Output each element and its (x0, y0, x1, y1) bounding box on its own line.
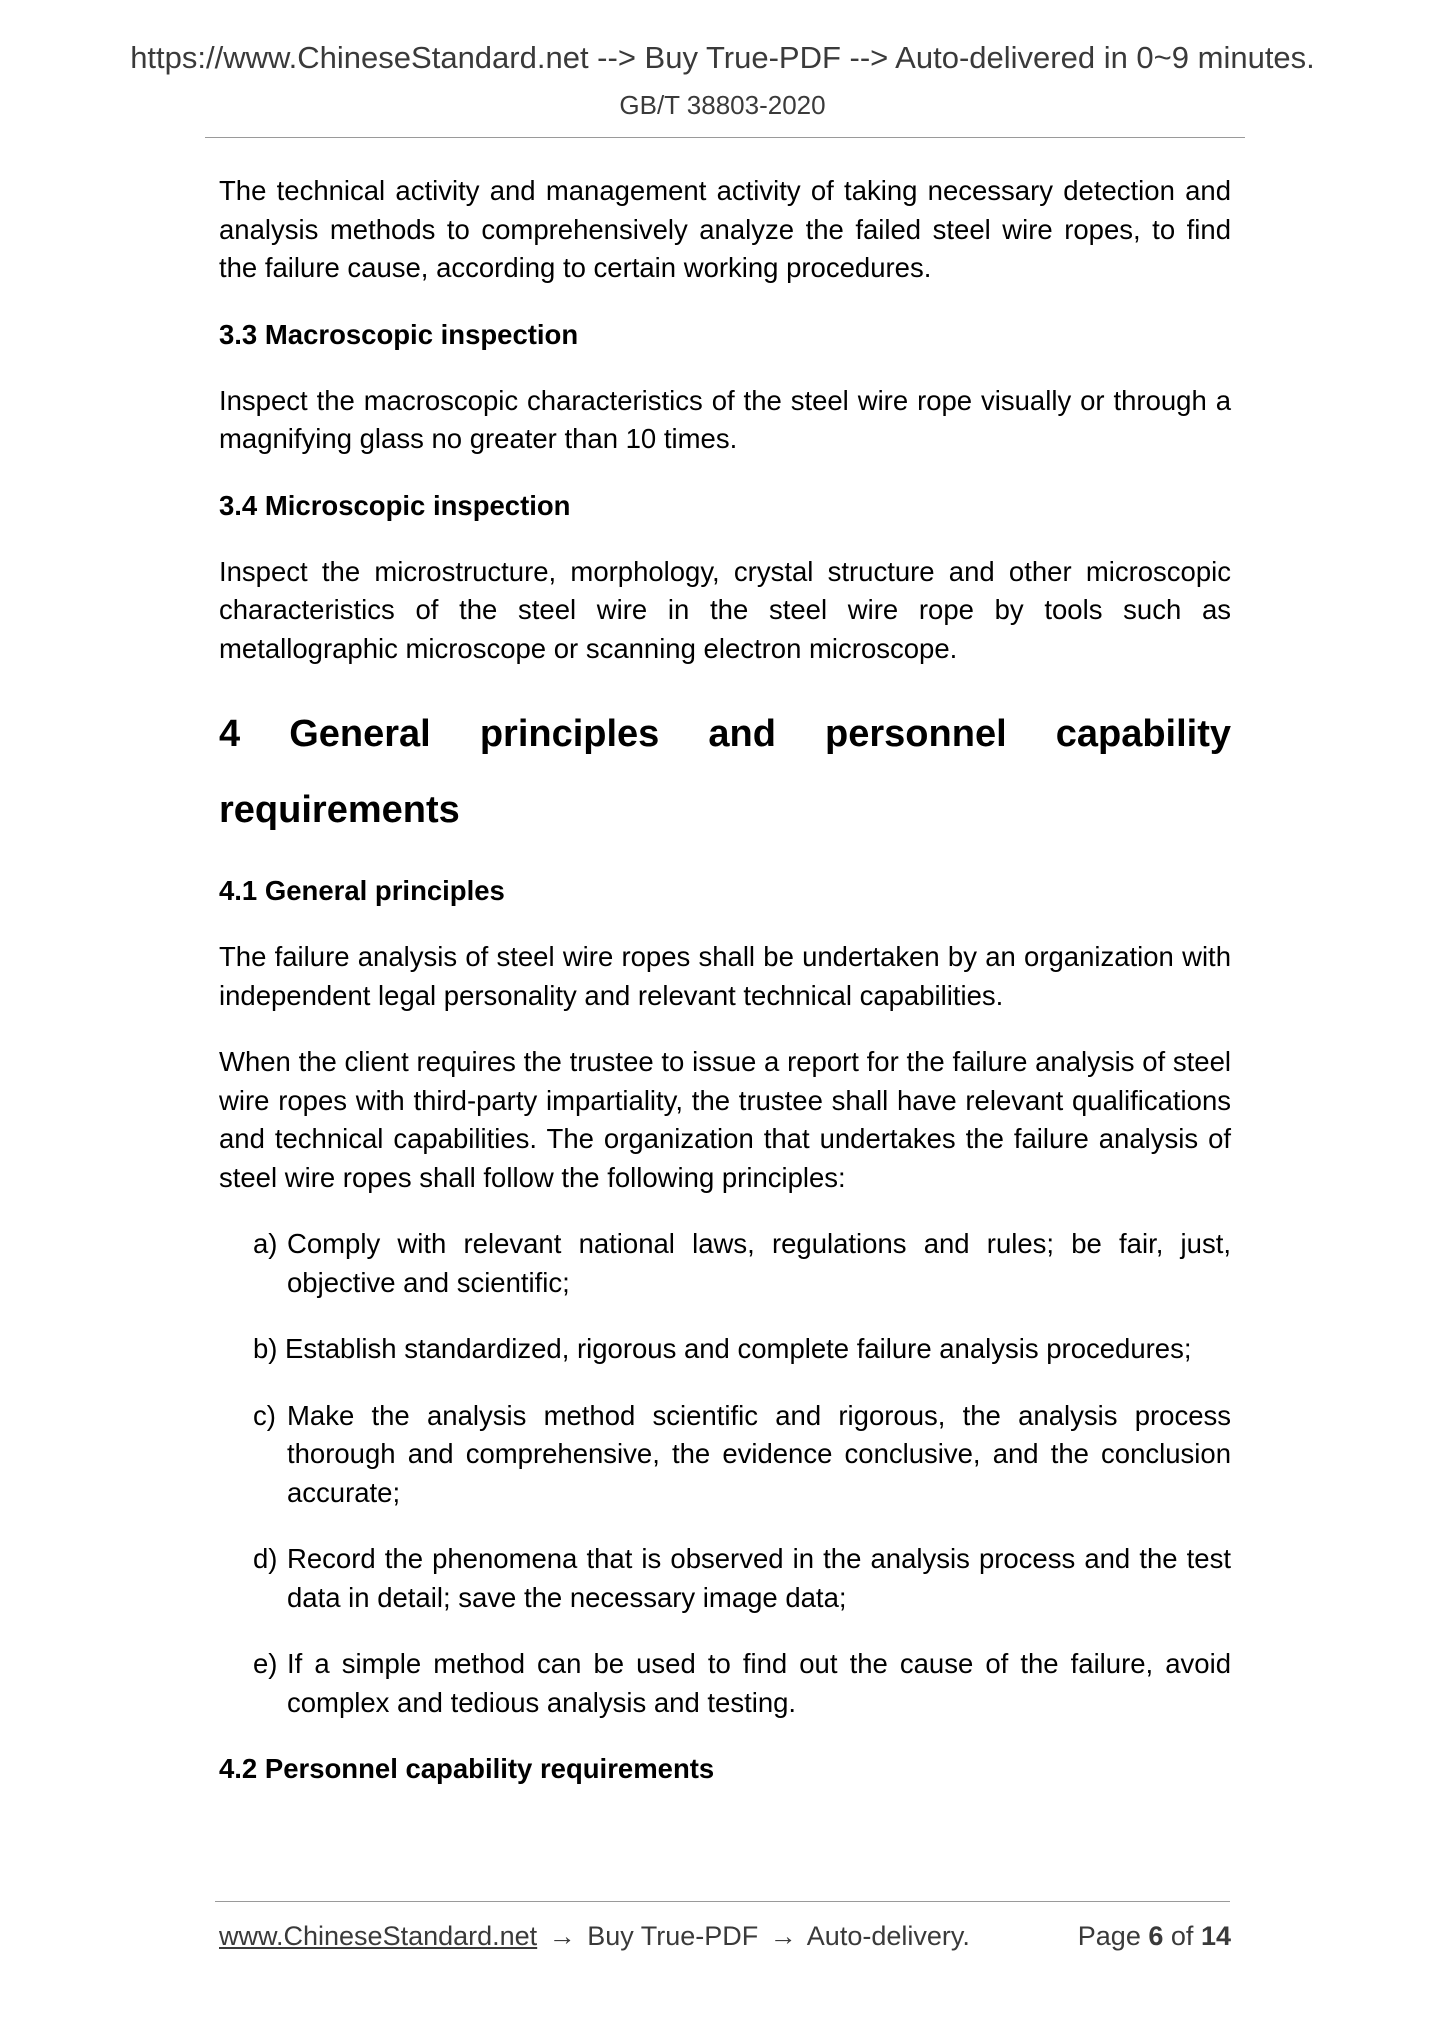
of-label: of (1170, 1921, 1194, 1951)
list-item (253, 1645, 1231, 1722)
page-label: Page (1077, 1921, 1141, 1951)
header-divider (205, 137, 1245, 138)
list-marker: b) (253, 1333, 278, 1364)
footer-buy-text: Buy True-PDF (587, 1921, 759, 1951)
section-3-3-heading: 3.3 Macroscopic inspection (219, 318, 579, 350)
chapter-4-heading-line2: requirements (219, 789, 460, 831)
list-item (253, 1540, 1231, 1617)
section-4-1-para2: When the client requires the trustee to issue a report for the failure analysis of steel wire ropes with third-party impartiality, the trustee shall have relevant qualifications and technical capabilities. The organization that undertakes the failure analysis of steel wire ropes shall follow the following principles: (219, 1046, 1231, 1193)
chapter-4-heading (219, 696, 1231, 848)
page-number: 6 (1148, 1921, 1164, 1951)
arrow-right-icon: → (769, 1921, 797, 1951)
arrow-right-icon: → (548, 1921, 576, 1951)
list-item-text: Comply with relevant national laws, regulations and rules; be fair, just, objective and scientific; (287, 1228, 1231, 1298)
list-item (253, 1330, 1231, 1369)
list-marker: c) (253, 1399, 276, 1431)
document-code: GB/T 38803-2020 (619, 90, 826, 120)
section-4-1-para1: The failure analysis of steel wire ropes shall be undertaken by an organization with independent legal personality and relevant technical capabilities. (219, 941, 1231, 1011)
section-4-2-heading: 4.2 Personnel capability requirements (219, 1753, 715, 1784)
footer-site-link[interactable]: www.ChineseStandard.net (219, 1921, 538, 1951)
list-marker: a) (253, 1228, 278, 1259)
list-item-text: If a simple method can be used to find out the cause of the failure, avoid complex and tedious analysis and testing. (287, 1648, 1231, 1718)
principles-list (219, 1225, 1231, 1722)
list-item (253, 1397, 1231, 1513)
section-3-4-text: Inspect the microstructure, morphology, crystal structure and other microscopic characteristics of the steel wire in the steel wire rope by tools such as metallographic microscope or scanning electron microscope. (219, 555, 1231, 664)
list-item-text: Make the analysis method scientific and rigorous, the analysis process thorough and comprehensive, the evidence conclusive, and the conclusion accurate; (287, 1399, 1231, 1508)
footer-divider (215, 1901, 1230, 1902)
list-marker: d) (253, 1543, 278, 1574)
section-3-3-text: Inspect the macroscopic characteristics of the steel wire rope visually or through a magnifying glass no greater than 10 times. (219, 384, 1231, 454)
top-banner: https://www.ChineseStandard.net --> Buy True-PDF --> Auto-delivered in 0~9 minutes. (130, 40, 1315, 75)
list-item-text: Establish standardized, rigorous and complete failure analysis procedures; (285, 1333, 1192, 1364)
section-3-4-heading: 3.4 Microscopic inspection (219, 489, 571, 521)
list-item (253, 1225, 1231, 1302)
list-marker: e) (253, 1648, 278, 1679)
page-indicator (1078, 1921, 1231, 1952)
footer-delivery-text: Auto-delivery. (806, 1921, 970, 1951)
section-4-1-heading: 4.1 General principles (219, 875, 505, 906)
intro-paragraph: The technical activity and management activity of taking necessary detection and analysis methods to comprehensively analyze the failed steel wire ropes, to find the failure cause, according to certain working procedures. (219, 175, 1231, 283)
page-footer (219, 1921, 1231, 1952)
chapter-4-heading-line1: 4 General principles and personnel capability (219, 713, 1231, 755)
document-body (219, 172, 1231, 1816)
list-item-text: Record the phenomena that is observed in the analysis process and the test data in detail; save the necessary image data; (287, 1543, 1231, 1613)
page-total: 14 (1200, 1921, 1231, 1951)
